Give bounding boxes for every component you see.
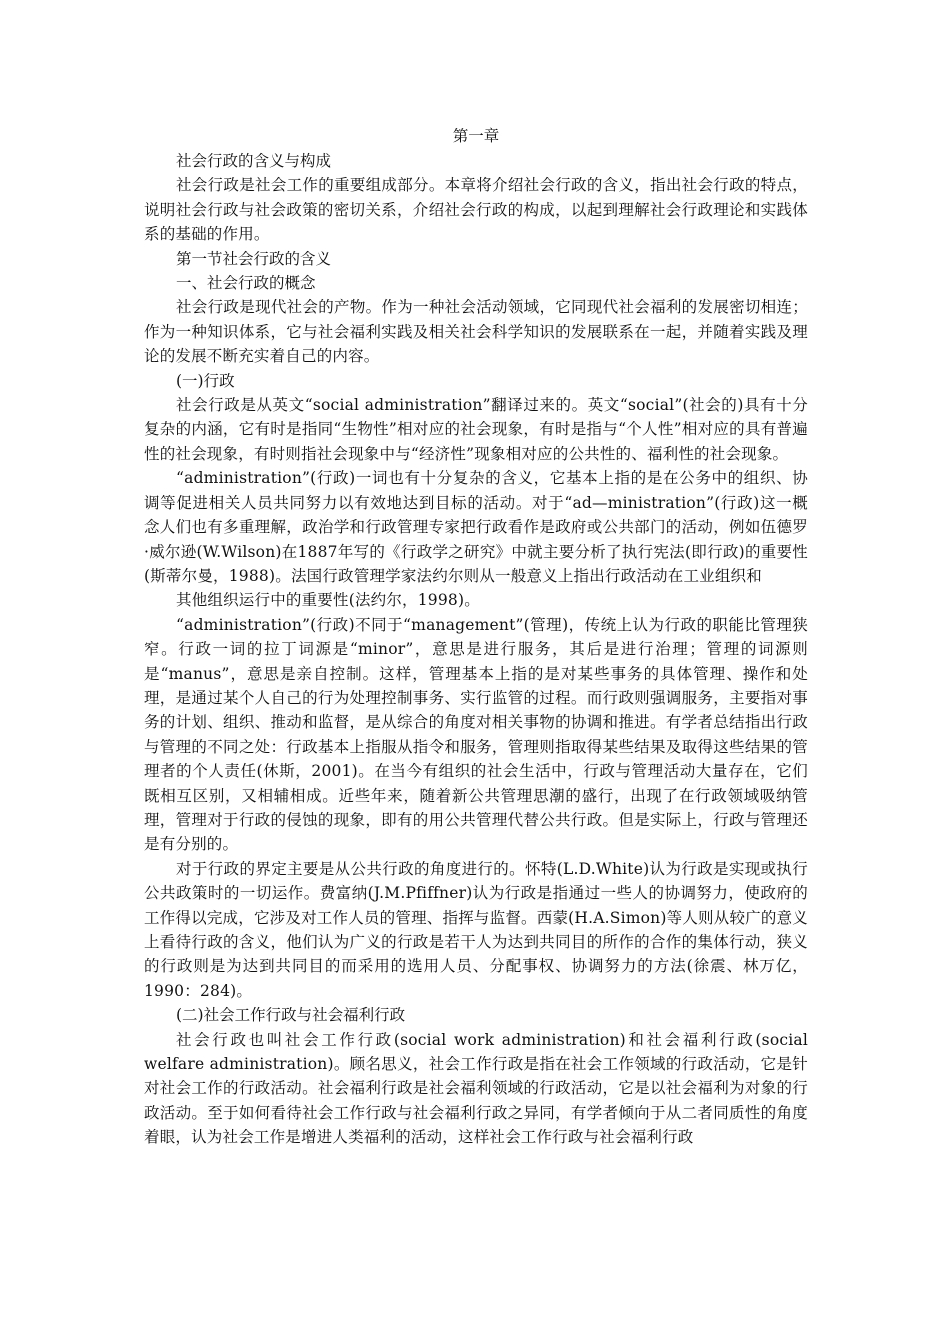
paragraph: 社会行政也叫社会工作行政(social work administration)和社会福利行政(social welfare administration)。顾名思义，社会工作行政是指在社会工作领域的行政活动，它是针对社会工作的行政活动。社会福利行政是社会福利领域的行政活动，它是以社会福利为对象的行政活动。至于如何看待社会工作行政与社会福利行政之异同，有学者倾向于从二者同质性的角度着眼，认为社会工作是增进人类福利的活动，这样社会工作行政与社会福利行政 <box>144 1030 808 1147</box>
document-page <box>144 124 808 1150</box>
paragraph: 其他组织运行中的重要性(法约尔，1998)。 <box>176 591 480 610</box>
chapter-intro-paragraph: 社会行政是社会工作的重要组成部分。本章将介绍社会行政的含义，指出社会行政的特点，说明社会行政与社会政策的密切关系，介绍社会行政的构成，以起到理解社会行政理论和实践体系的基础的作用。 <box>144 176 808 244</box>
paragraph: 社会行政是从英文“social administration”翻译过来的。英文“social”(社会的)具有十分复杂的内涵，它有时是指同“生物性”相对应的社会现象，有时是指与“个人性”相对应的具有普遍性的社会现象，有时则指社会现象中与“经济性”现象相对应的公共性的、福利性的社会现象。 <box>144 396 808 463</box>
chapter-title: 第一章 <box>452 127 500 145</box>
paragraph: “administration”(行政)不同于“management”(管理)，传统上认为行政的职能比管理狭窄。行政一词的拉丁词源是“minor”，意思是进行服务，其后是进行治理；管理的词源则是“manus”，意思是亲自控制。这样，管理基本上指的是对某些事务的具体管理、操作和处理，是通过某个人自己的行为处理控制事务、实行监管的过程。而行政则强调服务，主要指对事务的计划、组织、推动和监督，是从综合的角度对相关事物的协调和推进。有学者总结指出行政与管理的不同之处：行政基本上指服从指令和服务，管理则指取得某些结果及取得这些结果的管理者的个人责任(休斯，2001)。在当今有组织的社会生活中，行政与管理活动大量存在，它们既相互区别，又相辅相成。近些年来，随着新公共管理思潮的盛行，出现了在行政领域吸纳管理，管理对于行政的侵蚀的现象，即有的用公共管理代替公共行政。但是实际上，行政与管理还是有分别的。 <box>144 615 808 854</box>
paragraph: 对于行政的界定主要是从公共行政的角度进行的。怀特(L.D.White)认为行政是实现或执行公共政策时的一切运作。费富纳(J.M.Pfiffner)认为行政是指通过一些人的协调努力，使政府的工作得以完成，它涉及对工作人员的管理、指挥与监督。西蒙(H.A.Simon)等人则从较广的意义上看待行政的含义，他们认为广义的行政是若干人为达到共同目的所作的合作的集体行动，狭义的行政则是为达到共同目的而采用的选用人员、分配事权、协调努力的方法(徐震、林万亿，1990：284)。 <box>144 859 808 1000</box>
subsection-heading-administration: (一)行政 <box>176 371 235 390</box>
paragraph: 社会行政是现代社会的产物。作为一种社会活动领域，它同现代社会福利的发展密切相连；作为一种知识体系，它与社会福利实践及相关社会科学知识的发展联系在一起，并随着实践及理论的发展不断充实着自己的内容。 <box>144 298 808 366</box>
subsection-heading-social-work-administration: (二)社会工作行政与社会福利行政 <box>176 1006 406 1025</box>
subsection-heading-concept: 一、社会行政的概念 <box>176 274 316 293</box>
chapter-subtitle: 社会行政的含义与构成 <box>176 152 332 170</box>
paragraph: “administration”(行政)一词也有十分复杂的含义，它基本上指的是在公务中的组织、协调等促进相关人员共同努力以有效地达到目标的活动。对于“ad—ministration”(行政)这一概念人们也有多重理解，政治学和行政管理专家把行政看作是政府或公共部门的活动，例如伍德罗·威尔逊(W.Wilson)在1887年写的《行政学之研究》中就主要分析了执行宪法(即行政)的重要性(斯蒂尔曼，1988)。法国行政管理学家法约尔则从一般意义上指出行政活动在工业组织和 <box>144 469 808 585</box>
section-heading: 第一节社会行政的含义 <box>176 249 332 268</box>
